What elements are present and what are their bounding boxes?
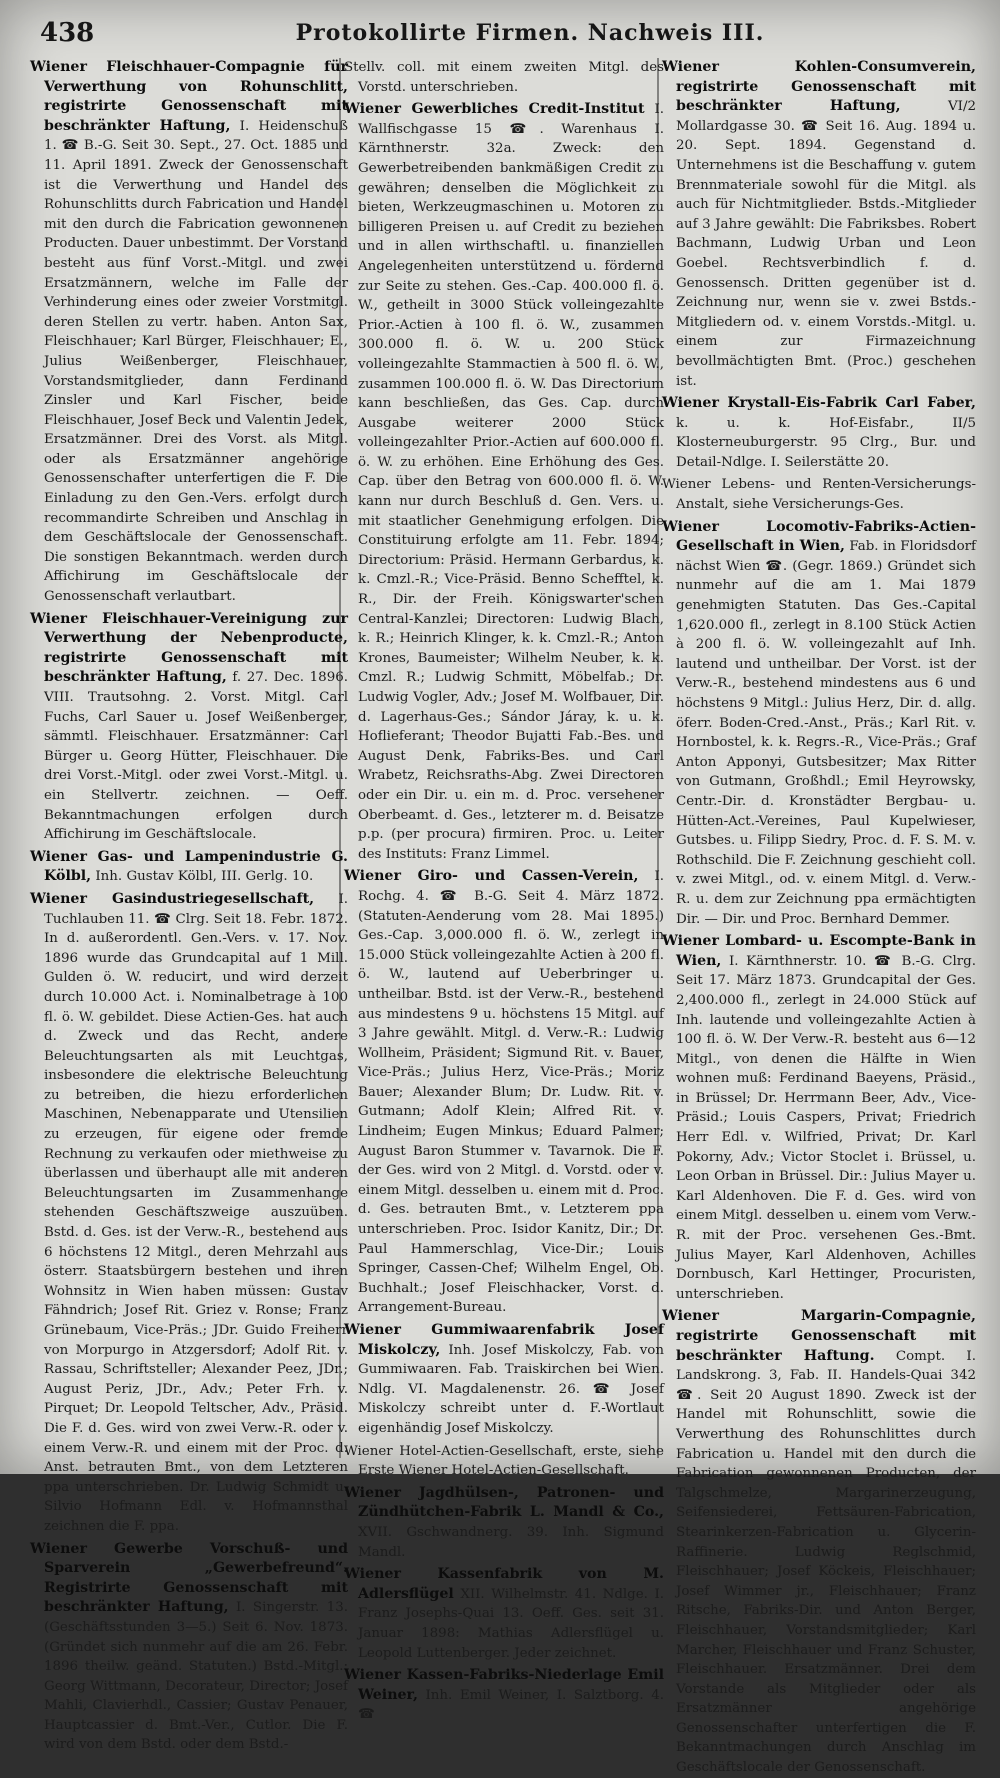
entry-text: I. Rochg. 4. ☎ B.-G. Seit 4. März 1872. (Statuten-Aenderung vom 28. Mai 1895.) Ges.-Cap. 3,000.000 fl. ö. W., zerlegt in 15.000 Stück volleingezahlte Actien à 200 fl. ö. W., lautend auf Ueberbringer u. untheilbar. Bstd. ist der Verw.-R., bestehend aus mindestens 9 u. höchstens 15 Mitgl. auf 3 Jahre gewählt. Mitgl. d. Verw.-R.: Ludwig Wollheim, Präsident; Sigmund Rit. v. Bauer, Vice-Präs.; Julius Herz, Vice-Präs.; Moriz Bauer; Alexander Blum; Dr. Ludw. Rit. v. Gutmann; Adolf Klein; Alfred Rit. v. Lindheim; Eugen Minkus; Eduard Palmer; August Baron Stummer v. Tavarnok. Die F. der Ges. wird von 2 Mitgl. d. Vorstd. oder v. einem Mitgl. desselben u. einem mit d. Proc. d. Ges. betrauten Bmt., v. Letzterem ppa unterschrieben. Proc. Isidor Kanitz, Dir.; Dr. Paul Hammerschlag, Vice-Dir.; Louis Springer, Cassen-Chef; Wilhelm Engel, Ob. Buchhalt.; Josef Fleischhacker, Vorst. d. Arrangement-Bureau. xyxy=(358,869,664,1316)
firm-name: Wiener Margarin-Compagnie, registrirte Genossenschaft mit beschränkter Haftung. xyxy=(662,1308,976,1364)
directory-entry xyxy=(344,1321,664,1439)
column-middle xyxy=(344,58,664,1723)
entry-text: XII. Wilhelmstr. 41. Ndlge. I. Franz Josephs-Quai 13. Oeff. Ges. seit 31. Januar 1898: Mathias Adlersflügel u. Leopold Luttenberger. Jeder zeichnet. xyxy=(358,1586,664,1661)
entry-paragraph xyxy=(344,1484,664,1562)
firm-name: Wiener Kassen-Fabriks-Niederlage Emil Weiner, xyxy=(344,1667,664,1703)
entry-paragraph xyxy=(662,475,976,514)
page-header xyxy=(0,12,1000,52)
firm-name: Wiener Gasindustriegesellschaft, xyxy=(30,890,315,907)
firm-name: Wiener Jagdhülsen-, Patronen- und Zündhütchen-Fabrik L. Mandl & Co., xyxy=(344,1484,664,1521)
entry-paragraph xyxy=(662,518,976,929)
directory-entry xyxy=(662,932,976,1304)
firm-name: Wiener Fleischhauer-Compagnie für Verwerthung von Rohunschlitt, registrirte Genossenschaft mit beschränkter Haftung, xyxy=(30,59,348,134)
entry-paragraph xyxy=(662,1307,976,1777)
entry-paragraph xyxy=(30,1540,348,1756)
entry-text: Inh. Josef Miskolczy, Fab. von Gummiwaaren. Fab. Traiskirchen bei Wien. Ndlg. VI. Magdalenenstr. 26. ☎ Josef Miskolczy schreibt unter d. F.-Wortlaut eigenhändig Josef Miskolczy. xyxy=(358,1342,664,1436)
firm-name: Wiener Gewerbliches Credit-Institut xyxy=(344,101,645,118)
directory-entry xyxy=(344,100,664,864)
directory-entry xyxy=(344,1565,664,1663)
entry-paragraph xyxy=(662,932,976,1304)
directory-entry xyxy=(30,848,348,887)
entry-text: Stellv. coll. mit einem zweiten Mitgl. des Vorstd. unterschrieben. xyxy=(344,60,664,95)
directory-entry xyxy=(662,475,976,514)
firm-name: Wiener Giro- und Cassen-Verein, xyxy=(344,868,639,885)
firm-name: Wiener Lombard- u. Escompte-Bank in Wien, xyxy=(662,933,976,969)
directory-entry xyxy=(344,867,664,1318)
entry-paragraph xyxy=(30,58,348,607)
entry-paragraph xyxy=(662,58,976,391)
entry-paragraph xyxy=(30,848,348,887)
entry-paragraph xyxy=(344,867,664,1318)
entry-paragraph xyxy=(30,890,348,1537)
firm-name: Wiener Krystall-Eis-Fabrik Carl Faber, xyxy=(662,395,976,412)
entry-paragraph xyxy=(344,1666,664,1725)
directory-entry xyxy=(30,890,348,1537)
firm-name: Wiener Locomotiv-Fabriks-Actien-Gesellschaft in Wien, xyxy=(662,518,976,555)
page-number: 438 xyxy=(40,18,95,48)
directory-entry xyxy=(30,1540,348,1756)
entry-text: Compt. I. Landskrong. 3, Fab. II. Handels-Quai 342 ☎. Seit 20 August 1890. Zweck ist der Handel mit Rohunschlitt, sowie die Verwerthung des Rohunschlittes durch Fabrication u. Handel mit den durch die Fabrication gewonnenen Producten, der Talgschmelze, Margarinerzeugung, Seifensiederei, Fettsäuren-Fabrication, Stearinkerzen-Fabrication u. Glycerin-Raffinerie. Ludwig Reglschmid, Fleischhauer; Josef Köckeis, Fleischhauer; Josef Wimmer jr., Fleischhauer; Franz Ritsche, Fabriks-Dir. und Anton Berger, Fleischhauer, Vorstandsmitglieder; Karl Marcher, Fleischhauer und Franz Schuster, Fleischhauer. Ersatzmänner. Drei dem Vorstande als Mitglieder oder als Ersatzmänner angehörige Genossenschafter unterfertigen die F. Bekanntmachungen durch Anschlag im Geschäftslocale der Genossenschaft. xyxy=(676,1348,976,1776)
entry-text: Fab. in Floridsdorf nächst Wien ☎. (Gegr. 1869.) Gründet sich nunmehr auf die am 1. Mai 1879 genehmigten Statuten. Das Ges.-Capital 1,620.000 fl., zerlegt in 8.100 Stück Actien à 200 fl. ö. W. volleingezahlt auf Inh. lautend und untheilbar. Der Vorst. ist der Verw.-R., bestehend mindestens aus 6 und höchstens 9 Mitgl.: Julius Herz, Dir. d. allg. öferr. Boden-Cred.-Anst., Präs.; Karl Rit. v. Hornbostel, k. k. Regrs.-R., Vice-Präs.; Graf Anton Apponyi, Gutsbesitzer; Max Ritter von Gutmann, Großhdl.; Emil Heyrowsky, Centr.-Dir. d. Kronstädter Bergbau- u. Hütten-Act.-Vereines, Paul Kupelwieser, Gutsbes. u. Filipp Siedry, Proc. d. F. S. M. v. Rothschild. Die F. Zeichnung geschieht coll. v. zwei Mitgl., od. v. einem Mitgl. d. Verw.-R. u. dem zur Zeichnung ppa ermächtigten Dir. — Dir. und Proc. Bernhard Demmer. xyxy=(676,539,977,927)
entry-text: Inh. Emil Weiner, I. Salztborg. 4. ☎ xyxy=(358,1687,664,1723)
column-right xyxy=(662,58,977,1776)
entry-text: f. 27. Dec. 1896. VIII. Trautsohng. 2. Vorst. Mitgl. Carl Fuchs, Carl Sauer u. Josef Weißenberger, sämmtl. Fleischhauer. Ersatzmänner: Carl Bürger u. Georg Hütter, Fleischhauer. Die drei Vorst.-Mitgl. oder zwei Vorst.-Mitgl. u. ein Stellvertr. zeichnen. — Oeff. Bekanntmachungen erfolgen durch Affichirung im Geschäftslocale. xyxy=(44,670,348,843)
firm-name: Wiener Gewerbe Vorschuß- und Sparverein „Gewerbefreund“. Registrirte Genossenschaft mit beschränkter Haftung, xyxy=(30,1540,348,1616)
directory-entry xyxy=(344,1484,664,1562)
entry-text: I. Heidenschuß 1. ☎ B.-G. Seit 30. Sept., 27. Oct. 1885 und 11. April 1891. Zweck der Genossenschaft ist die Verwerthung und Handel des Rohunschlitts durch Fabrication und Handel mit den durch die Fabrication gewonnenen Producten. Dauer unbestimmt. Der Vorstand besteht aus fünf Vorst.-Mitgl. und zwei Ersatzmännern, welche im Falle der Verhinderung eines oder zweier Vorstmitgl. deren Stellen zu vertr. haben. Anton Sax, Fleischhauer; Karl Bürger, Fleischhauer; E., Julius Weißenberger, Fleischhauer, Vorstandsmitglieder, dann Ferdinand Zinsler und Karl Fischer, beide Fleischhauer, Josef Beck und Valentin Jedek, Ersatzmänner. Drei des Vorst. als Mitgl. oder als Ersatzmänner angehörige Genossenschafter unterfertigen die F. Die Einladung zu den Gen.-Vers. erfolgt durch recommandirte Schreiben und Anschlag in dem Geschäftslocale der Genossenschaft. Die sonstigen Bekanntmach. werden durch Affichirung im Geschäftslocale der Genossenschaft verlautbart. xyxy=(44,118,348,605)
entry-paragraph xyxy=(344,100,664,864)
column-left xyxy=(30,58,348,1753)
entry-text: I. Singerstr. 13. (Geschäftsstunden 3—5.) Seit 6. Nov. 1873. (Gründet sich nunmehr auf die am 26. Febr. 1896 theilw. geänd. Statuten.) Bstd.-Mitgl.: Georg Wittmann, Decorateur, Director; Josef Mahli, Clavierhdl., Cassier; Gustav Penauer, Hauptcassier d. Bmt.-Ver., Cutlor. Die F. wird von dem Bstd. oder dem Bstd.- xyxy=(44,1600,348,1753)
entry-text: I. Tuchlauben 11. ☎ Clrg. Seit 18. Febr. 1872. In d. außerordentl. Gen.-Vers. v. 17. Nov. 1896 wurde das Grundcapital auf 1 Mill. Gulden ö. W. reducirt, und wird derzeit durch 10.000 Act. i. Nominalbetrage à 100 fl. ö. W. gebildet. Diese Actien-Ges. hat auch d. Zweck und das Recht, andere Beleuchtungsarten als mit Leuchtgas, insbesondere die elektrische Beleuchtung zu betreiben, die hiezu erforderlichen Maschinen, Nebenapparate und Utensilien zu erzeugen, für eigene oder fremde Rechnung zu verkaufen oder miethweise zu überlassen und überhaupt alle mit anderen Beleuchtungsarten im Zusammenhange stehenden Geschäftszweige auszuüben. Bstd. d. Ges. ist der Verw.-R., bestehend aus 6 höchstens 12 Mitgl., deren Mehrzahl aus österr. Staatsbürgern bestehen und ihren Wohnsitz in Wien haben müssen: Gustav Fähndrich; Josef Rit. Griez v. Ronse; Franz Grünebaum, Vice-Präs.; JDr. Guido Freiherr von Morpurgo in Atzgersdorf; Adolf Rit. v. Rassau, Schriftsteller; Alexander Peez, JDr.; August Periz, JDr., Adv.; Peter Frh. v. Pirquet; Dr. Leopold Teltscher, Adv., Präsid. Die F. d. Ges. wird von zwei Verw.-R. oder v. einem Verw.-R. und einem mit der Proc. d. Anst. betrauten Bmt., von dem Letzteren ppa unterschrieben. Dr. Ludwig Schmidt u. Silvio Hofmann Edl. v. Hofmannsthal zeichnen die F. ppa. xyxy=(44,891,348,1534)
directory-entry xyxy=(662,1307,976,1777)
directory-entry xyxy=(344,1666,664,1725)
entry-paragraph xyxy=(344,1321,664,1439)
entry-paragraph xyxy=(344,1442,664,1481)
firm-name: Wiener Kohlen-Consumverein, registrirte Genossenschaft mit beschränkter Haftung, xyxy=(662,59,976,115)
entry-paragraph xyxy=(30,610,348,845)
directory-entry xyxy=(662,394,976,472)
entry-text: VI/2 Mollardgasse 30. ☎ Seit 16. Aug. 1894 u. 20. Sept. 1894. Gegenstand d. Unternehmens ist die Beschaffung v. gutem Brennmateriale sowohl für die Mitgl. als auch für Nichtmitglieder. Bstds.-Mitglieder auf 3 Jahre gewählt: Die Fabriksbes. Robert Bachmann, Ludwig Urban und Leon Goebel. Rechtsverbindlich f. d. Genossensch. Dritten gegenüber ist d. Zeichnung nur, wenn sie v. zwei Bstds.-Mitgliedern od. v. einem Vorstds.-Mitgl. u. einem zur Firmazeichnung bevollmächtigten Bmt. (Proc.) geschehen ist. xyxy=(676,99,976,389)
entry-text: XVII. Gschwandnerg. 39. Inh. Sigmund Mandl. xyxy=(358,1524,664,1560)
entry-text: Inh. Gustav Kölbl, III. Gerlg. 10. xyxy=(95,869,314,885)
entry-text: Wiener Lebens- und Renten-Versicherungs-Anstalt, siehe Versicherungs-Ges. xyxy=(662,477,976,513)
entry-text: Wiener Hotel-Actien-Gesellschaft, erste, siehe Erste Wiener Hotel-Actien-Gesellschaft. xyxy=(344,1443,664,1479)
entry-paragraph xyxy=(344,58,664,97)
firm-name: Wiener Gummiwaarenfabrik Josef Miskolczy, xyxy=(344,1322,664,1358)
entry-text: k. u. k. Hof-Eisfabr., II/5 Klosterneuburgerstr. 95 Clrg., Bur. und Detail-Ndlge. I. Seilerstätte 20. xyxy=(676,415,976,470)
firm-name: Wiener Gas- und Lampenindustrie G. Kölbl, xyxy=(30,848,348,885)
directory-entry xyxy=(662,58,976,391)
directory-entry xyxy=(344,58,664,97)
directory-entry xyxy=(30,58,348,607)
firm-name: Wiener Kassenfabrik von M. Adlersflügel xyxy=(344,1566,664,1602)
entry-text: I. Kärnthnerstr. 10. ☎ B.-G. Clrg. Seit 17. März 1873. Grundcapital der Ges. 2,400.000 fl., zerlegt in 24.000 Stück auf Inh. lautende und volleingezahlte Actien à 100 fl. ö. W. Der Verw.-R. besteht aus 6—12 Mitgl., von denen die Hälfte in Wien wohnen muß: Ferdinand Baeyens, Präsid., in Brüssel; Dr. Herrmann Beer, Adv., Vice-Präsid.; Louis Caspers, Privat; Friedrich Herr Edl. v. Wilfried, Privat; Dr. Karl Pokorny, Adv.; Victor Stoclet i. Brüssel, u. Leon Orban in Brüssel. Dir.: Julius Mayer u. Karl Aldenhoven. Die F. d. Ges. wird von einem Mitgl. desselben u. einem vom Verw.-R. mit der Proc. versehenen Ges.-Bmt. Julius Mayer, Karl Aldenhoven, Achilles Dornbusch, Karl Hettinger, Procuristen, unterschrieben. xyxy=(676,953,976,1302)
entry-paragraph xyxy=(662,394,976,472)
directory-entry xyxy=(344,1442,664,1481)
running-title: Protokollirte Firmen. Nachweis III. xyxy=(295,20,765,46)
directory-entry xyxy=(662,518,976,929)
directory-entry xyxy=(30,610,348,845)
firm-name: Wiener Fleischhauer-Vereinigung zur Verwerthung der Nebenproducte, registrirte Genossenschaft mit beschränkter Haftung, xyxy=(30,610,348,686)
entry-text: I. Wallfischgasse 15 ☎. Warenhaus I. Kärnthnerstr. 32a. Zweck: den Gewerbetreibenden bankmäßigen Credit zu gewähren; denselben die Möglichkeit zu bieten, Werkzeugmaschinen u. Motoren zu billigeren Preisen u. auf Credit zu beziehen und in allen wirthschaftl. u. finanziellen Angelegenheiten unterstützend u. fördernd zur Seite zu stehen. Ges.-Cap. 400.000 fl. ö. W., getheilt in 3000 Stück volleingezahlte Prior.-Actien à 100 fl. ö. W., zusammen 300.000 fl. ö. W. u. 200 Stück volleingezahlte Stammactien à 500 fl. ö. W., zusammen 100.000 fl. ö. W. Das Directorium kann beschließen, das Ges. Cap. durch Ausgabe weiterer 2000 Stück volleingezahlter Prior.-Actien auf 600.000 fl. ö. W. zu erhöhen. Eine Erhöhung des Ges. Cap. über den Betrag von 600.000 fl. ö. W. kann nur durch Beschluß d. Gen. Vers. u. mit staatlicher Genehmigung erfolgen. Die Constituirung erfolgte am 11. Febr. 1894; Directorium: Präsid. Hermann Gerbardus, k. k. Cmzl.-R.; Vice-Präsid. Benno Schefftel, k. R., Dir. der Freih. Königswarter'schen Central-Kanzlei; Directoren: Ludwig Blach, k. R.; Heinrich Klinger, k. k. Cmzl.-R.; Anton Krones, Baumeister; Wilhelm Neuber, k. k. Cmzl. R.; Ludwig Schmitt, Möbelfab.; Dr. Ludwig Vogler, Adv.; Josef M. Wolfbauer, Dir. d. Lagerhaus-Ges.; Sándor Járay, k. u. k. Hoflieferant; Theodor Bujatti Fab.-Bes. und August Denk, Fabriks-Bes. und Carl Wrabetz, Reichsraths-Abg. Zwei Directoren oder ein Dir. u. ein m. d. Proc. versehener Oberbeamt. d. Ges., letzterer m. d. Beisatze p.p. (per procura) firmiren. Proc. u. Leiter des Instituts: Franz Limmel. xyxy=(358,102,664,862)
entry-paragraph xyxy=(344,1565,664,1663)
